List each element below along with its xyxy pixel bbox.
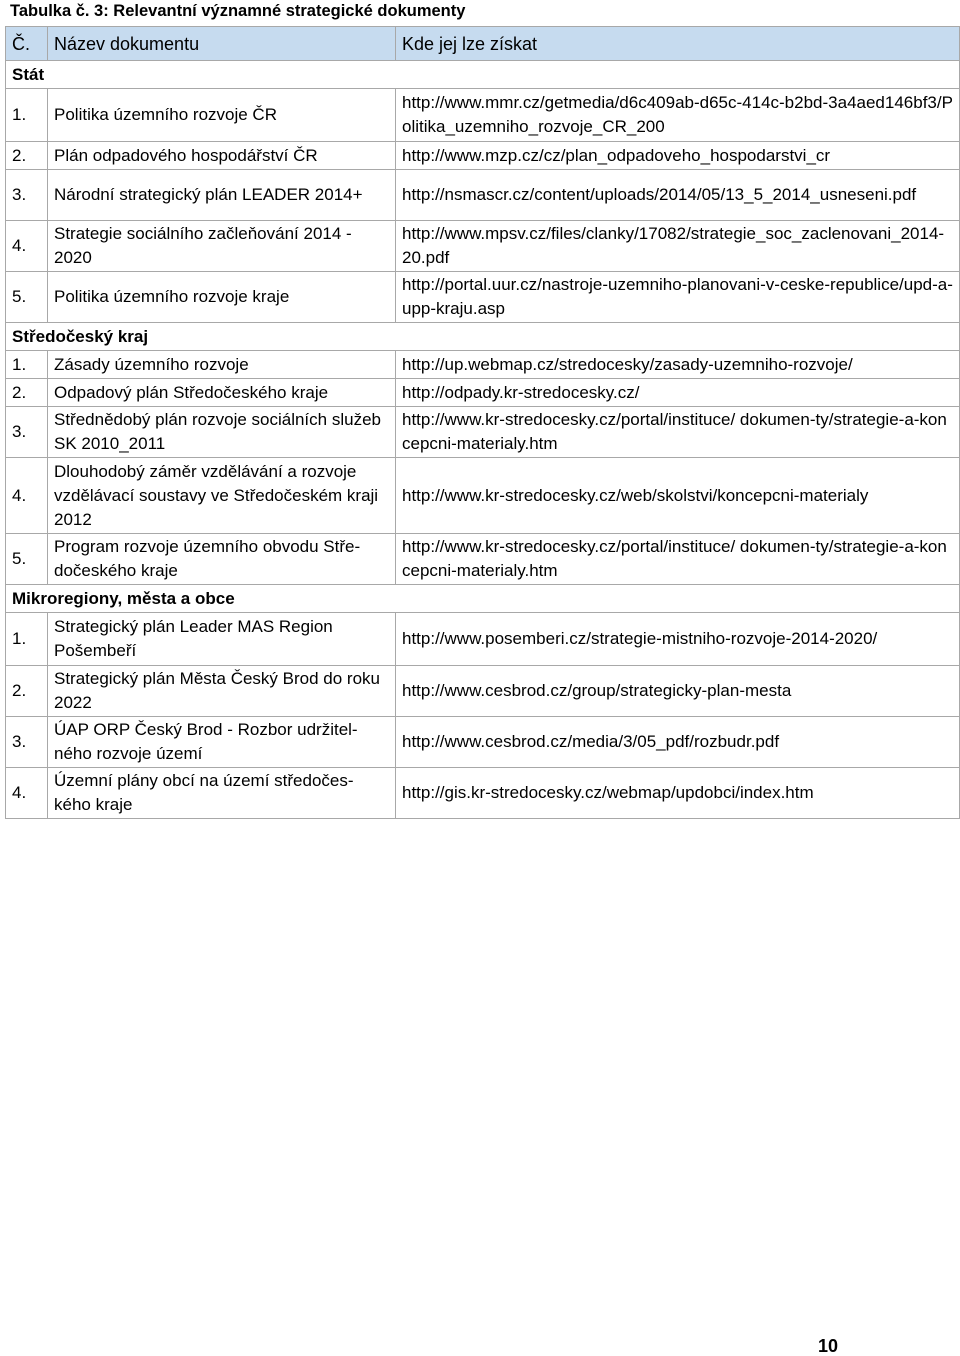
row-url-link[interactable]: http://www.cesbrod.cz/group/strategicky-plan-mesta	[396, 666, 960, 717]
row-num: 5.	[6, 272, 48, 323]
row-url-link[interactable]: http://portal.uur.cz/nastroje-uzemniho-planovani-v-ceske-republice/upd-a-upp-kraju.asp	[396, 272, 960, 323]
row-name: ÚAP ORP Český Brod - Rozbor udržitel-ného rozvoje území	[48, 717, 396, 768]
row-name: Odpadový plán Středočeského kraje	[48, 379, 396, 407]
row-url-link[interactable]: http://gis.kr-stredocesky.cz/webmap/updobci/index.htm	[396, 768, 960, 819]
row-name: Národní strategický plán LEADER 2014+	[48, 170, 396, 221]
row-name: Politika územního rozvoje kraje	[48, 272, 396, 323]
table-row	[6, 768, 960, 819]
table-row	[6, 221, 960, 272]
row-num: 1.	[6, 351, 48, 379]
row-url-link[interactable]: http://www.mzp.cz/cz/plan_odpadoveho_hospodarstvi_cr	[396, 142, 960, 170]
row-num: 2.	[6, 666, 48, 717]
row-url-link[interactable]: http://www.mmr.cz/getmedia/d6c409ab-d65c-414c-b2bd-3a4aed146bf3/Politika_uzemniho_rozvoje_CR_200	[396, 89, 960, 142]
table-row	[6, 613, 960, 666]
documents-table	[5, 26, 960, 819]
header-num: Č.	[6, 27, 48, 61]
row-name: Strategický plán Města Český Brod do roku 2022	[48, 666, 396, 717]
table-row	[6, 534, 960, 585]
row-num: 2.	[6, 379, 48, 407]
row-url-link[interactable]: http://up.webmap.cz/stredocesky/zasady-uzemniho-rozvoje/	[396, 351, 960, 379]
row-name: Politika územního rozvoje ČR	[48, 89, 396, 142]
row-name: Střednědobý plán rozvoje sociálních služeb SK 2010_2011	[48, 407, 396, 458]
row-url-link[interactable]: http://odpady.kr-stredocesky.cz/	[396, 379, 960, 407]
table-header-row	[6, 27, 960, 61]
row-url-link[interactable]: http://nsmascr.cz/content/uploads/2014/05/13_5_2014_usneseni.pdf	[396, 170, 960, 221]
row-name: Dlouhodobý záměr vzdělávání a rozvoje vzdělávací soustavy ve Středočeském kraji 2012	[48, 458, 396, 534]
table-row	[6, 170, 960, 221]
header-url: Kde jej lze získat	[396, 27, 960, 61]
table-row	[6, 272, 960, 323]
row-url-link[interactable]: http://www.mpsv.cz/files/clanky/17082/strategie_soc_zaclenovani_2014-20.pdf	[396, 221, 960, 272]
row-num: 3.	[6, 407, 48, 458]
row-url-link[interactable]: http://www.cesbrod.cz/media/3/05_pdf/rozbudr.pdf	[396, 717, 960, 768]
section-title: Stát	[6, 61, 960, 89]
row-name: Plán odpadového hospodářství ČR	[48, 142, 396, 170]
table-row	[6, 351, 960, 379]
row-num: 3.	[6, 717, 48, 768]
row-name: Program rozvoje územního obvodu Stře-dočeského kraje	[48, 534, 396, 585]
row-num: 1.	[6, 89, 48, 142]
table-row	[6, 407, 960, 458]
section-row-mikroregiony	[6, 585, 960, 613]
table-row	[6, 666, 960, 717]
row-name: Strategický plán Leader MAS Region Pošembeří	[48, 613, 396, 666]
row-url-link[interactable]: http://www.kr-stredocesky.cz/web/skolstvi/koncepcni-materialy	[396, 458, 960, 534]
table-row	[6, 379, 960, 407]
section-row-stat	[6, 61, 960, 89]
row-name: Strategie sociálního začleňování 2014 - 2020	[48, 221, 396, 272]
table-caption: Tabulka č. 3: Relevantní významné strategické dokumenty	[10, 2, 466, 20]
page-number: 10	[818, 1336, 839, 1356]
table-row	[6, 89, 960, 142]
section-row-stredocesky-kraj	[6, 323, 960, 351]
header-name: Název dokumentu	[48, 27, 396, 61]
row-num: 3.	[6, 170, 48, 221]
section-title: Mikroregiony, města a obce	[6, 585, 960, 613]
row-num: 5.	[6, 534, 48, 585]
table-row	[6, 142, 960, 170]
table-row	[6, 458, 960, 534]
table-row	[6, 717, 960, 768]
row-num: 4.	[6, 458, 48, 534]
row-name: Územní plány obcí na území středočes-kého kraje	[48, 768, 396, 819]
row-url-link[interactable]: http://www.kr-stredocesky.cz/portal/instituce/ dokumen-ty/strategie-a-koncepcni-materialy.htm	[396, 407, 960, 458]
section-title: Středočeský kraj	[6, 323, 960, 351]
row-num: 1.	[6, 613, 48, 666]
row-name: Zásady územního rozvoje	[48, 351, 396, 379]
row-url-link[interactable]: http://www.kr-stredocesky.cz/portal/instituce/ dokumen-ty/strategie-a-koncepcni-materialy.htm	[396, 534, 960, 585]
row-num: 4.	[6, 221, 48, 272]
row-url-link[interactable]: http://www.posemberi.cz/strategie-mistniho-rozvoje-2014-2020/	[396, 613, 960, 666]
row-num: 2.	[6, 142, 48, 170]
row-num: 4.	[6, 768, 48, 819]
